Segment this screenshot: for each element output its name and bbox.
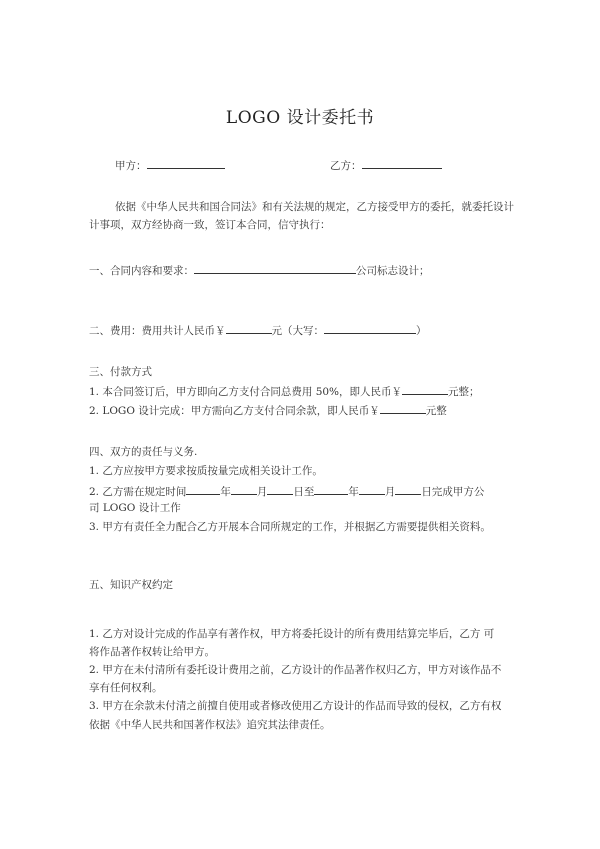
section2-label: 二、费用：费用共计人民币￥ [89,325,226,337]
section3-item1-blank [402,383,448,395]
party-b-label: 乙方： [330,160,362,172]
section3-item1-end: 元整； [448,386,480,398]
section1-blank [194,262,356,274]
section2-mid: 元（大写： [271,325,324,337]
section3-item2-blank [380,402,426,414]
section4-item2 [89,483,484,499]
section5-item1-line1: 1. 乙方对设计完成的作品享有著作权，甲方将委托设计的所有费用结算完毕后，乙方 可 [89,628,495,640]
section1-suffix: 公司标志设计； [356,265,430,277]
section3-item1 [89,383,480,399]
intro-line-2: 计事项，双方经协商一致，签订本合同，信守执行： [89,219,331,231]
month2-label: 月 [384,486,396,498]
section5-item2-line1: 2. 甲方在未付清所有委托设计费用之前，乙方设计的作品著作权归乙方，甲方对该作品不 [89,664,502,676]
party-a-label: 甲方： [115,160,147,172]
year1-blank [186,483,220,495]
section5-item2-line2: 享有任何权利。 [89,682,163,694]
section3-item2-text: 2. LOGO 设计完成：甲方需向乙方支付合同余款，即人民币￥ [89,405,380,417]
section5-item3-line2: 依据《中华人民共和国著作权法》追究其法律责任。 [89,719,331,731]
day2-label: 日完成甲方公 [421,486,485,498]
year1-label: 年 [220,486,231,498]
section4-item2-cont: 司 LOGO 设计工作 [89,502,181,514]
section1-line [89,262,430,278]
section3-item2 [89,402,447,418]
section2-line [89,322,427,338]
section4-item3: 3. 甲方有责任全力配合乙方开展本合同所规定的工作，并根据乙方需要提供相关资料。 [89,521,491,533]
section4-heading: 四、双方的责任与义务. [89,446,198,458]
party-a-blank [147,157,225,169]
party-a-line [115,157,225,173]
year2-label: 年 [348,486,359,498]
party-b-blank [362,157,442,169]
intro-line-1: 依据《中华人民共和国合同法》和有关法规的规定，乙方接受甲方的委托，就委托设计 [115,201,514,213]
day2-blank [395,483,421,495]
section5-item3-line1: 3. 甲方在余款未付清之前擅自使用或者修改使用乙方设计的作品而导致的侵权，乙方有权 [89,700,502,712]
year2-blank [314,483,348,495]
section4-item2-text: 2. 乙方需在规定时间 [89,486,187,498]
section2-amount-blank [226,322,272,334]
section4-item1: 1. 乙方应按甲方要求按质按量完成相关设计工作。 [89,465,323,477]
party-b-line [330,157,442,173]
section2-capital-blank [324,322,416,334]
month1-label: 月 [256,486,268,498]
section3-heading: 三、付款方式 [89,366,152,378]
section2-end: ） [416,325,427,337]
section5-item1-line2: 将作品著作权转让给甲方。 [89,646,215,658]
day1-blank [267,483,293,495]
section1-label: 一、合同内容和要求： [89,265,194,277]
month2-blank [359,483,385,495]
day1-label: 日至 [293,486,315,498]
section3-item2-end: 元整 [425,405,447,417]
section3-item1-text: 1. 本合同签订后，甲方即向乙方支付合同总费用 50%，即人民币￥ [89,386,403,398]
document-title: LOGO 设计委托书 [225,108,375,128]
month1-blank [231,483,257,495]
section5-heading: 五、知识产权约定 [89,579,173,591]
